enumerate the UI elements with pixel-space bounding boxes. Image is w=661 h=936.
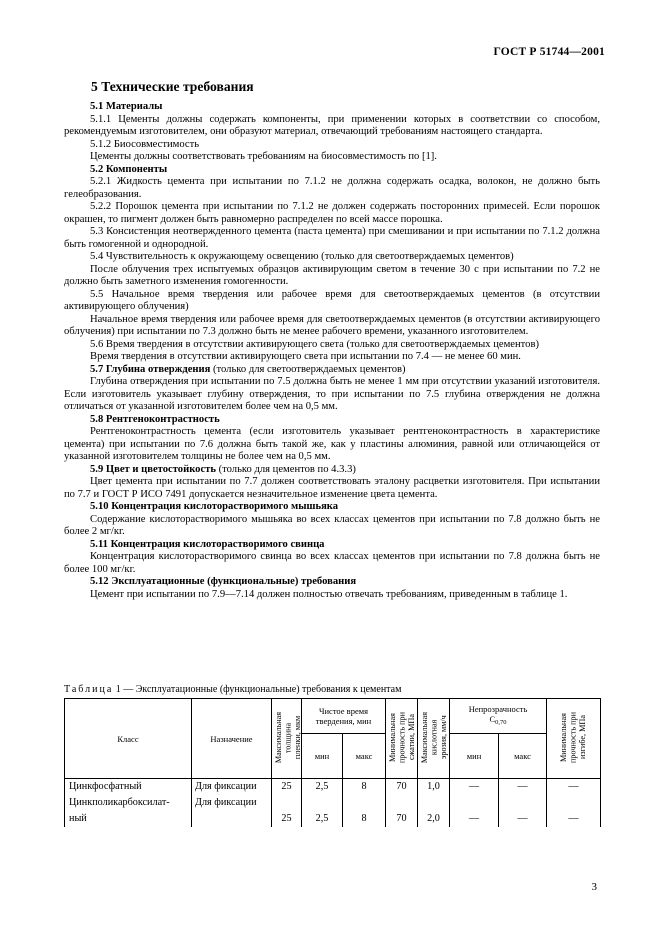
header-opacity-min: мин [450, 734, 499, 779]
cell-opacity-min: — [450, 811, 499, 827]
header-class: Класс [65, 699, 192, 779]
cell-compressive: 70 [386, 779, 418, 796]
cell-thickness: 25 [272, 811, 302, 827]
cell-erosion: 1,0 [418, 779, 450, 796]
paragraph: Цемент при испытании по 7.9—7.14 должен полностью отвечать требованиям, приведенным в таблице 1. [90, 588, 568, 600]
subsection-heading: 5.11 Концентрация кислоторастворимого свинца [90, 538, 325, 550]
cell-erosion: 2,0 [418, 811, 450, 827]
cell-opacity-min: — [450, 779, 499, 796]
cell-time-max: 8 [343, 811, 386, 827]
cell-purpose: Для фиксации [192, 779, 272, 796]
header-opacity: Непрозрачность $C_{0,70}$ [450, 699, 547, 734]
header-time-max: макс [343, 734, 386, 779]
cell-time-min: 2,5 [302, 779, 343, 796]
header-time-min: мин [302, 734, 343, 779]
paragraph: Цвет цемента при испытании по 7.7 должен соответствовать эталону расцветки изготовителя. При испытании по 7.7 и ГОСТ Р ИСО 7491 допускается незначительное изменение цвета цемента. [64, 476, 600, 500]
subsection-heading: 5.7 Глубина отверждения (только для светоотверждаемых цементов) [90, 363, 406, 375]
cell-compressive: 70 [386, 811, 418, 827]
cell-class: Цинкфосфатный [65, 779, 192, 796]
paragraph: Рентгеноконтрастность цемента (если изготовитель указывает рентгеноконтрастность в характеристике цемента) при испытании по 7.6 должна быть такой же, как у пластины алюминия, равной или отличающейся от указанной изготовителем толщины не более чем на 0,5 мм. [64, 426, 600, 462]
paragraph: 5.6 Время твердения в отсутствии активирующего света (только для светоотверждаемых цементов) [90, 338, 539, 350]
header-flexural: Минимальная прочность при изгибе, МПа [547, 699, 601, 779]
table-row [65, 811, 601, 827]
paragraph: Время твердения в отсутствии активирующего света при испытании по 7.4 — не менее 60 мин. [90, 351, 521, 362]
subsection-heading: 5.1 Материалы [90, 101, 163, 112]
subsection-heading: 5.9 Цвет и цветостойкость (только для цементов по 4.3.3) [90, 463, 356, 475]
cell-thickness: 25 [272, 779, 302, 796]
subsection-heading: 5.8 Рентгеноконтрастность [90, 413, 220, 425]
paragraph: 5.1.1 Цементы должны содержать компоненты, при применении которых в соответствии со способом, рекомендуемым изготовителем, они образуют материал, отвечающий требованиям настоящего стандарта. [64, 113, 600, 137]
header-thickness: Максимальная толщина пленки, мкм [272, 699, 302, 779]
table-row [65, 795, 601, 811]
section-title: 5 Технические требования [91, 79, 254, 94]
cell-time-min: 2,5 [302, 811, 343, 827]
header-setting-time: Чистое время твердения, мин [302, 699, 386, 734]
cell-class-cont: ный [65, 811, 192, 827]
paragraph: Цементы должны соответствовать требованиям на биосовместимость по [1]. [90, 151, 437, 162]
paragraph: 5.1.2 Биосовместимость [90, 138, 200, 150]
cell-opacity-max: — [499, 779, 547, 796]
cell-opacity-max: — [499, 811, 547, 827]
cell-flexural: — [547, 779, 601, 796]
header-compressive: Минимальная прочность при сжатии, МПа [386, 699, 418, 779]
cell-flexural: — [547, 811, 601, 827]
table-caption: Таблица 1 — Эксплуатационные (функциональные) требования к цементам [64, 684, 402, 695]
subsection-heading: 5.10 Концентрация кислоторастворимого мышьяка [90, 501, 339, 512]
paragraph: После облучения трех испытуемых образцов активирующим светом в течение 30 с при испытании по 7.2 не должно быть заметного изменения гомогенности. [64, 263, 600, 287]
paragraph: 5.3 Консистенция неотвержденного цемента (паста цемента) при смешивании и при испытании по 7.1.2 должна быть гомогенной и однородной. [64, 226, 600, 250]
cell-class: Цинкполикарбоксилат- [65, 795, 192, 811]
header-erosion: Максимальная кислотная эрозия, мм/ч [418, 699, 450, 779]
subsection-heading: 5.2 Компоненты [90, 163, 168, 175]
document-body [64, 101, 600, 601]
paragraph: Концентрация кислоторастворимого свинца во всех классах цементов при испытании по 7.8 должна быть не более 100 мг/кг. [64, 551, 600, 575]
header-purpose: Назначение [192, 699, 272, 779]
paragraph: Содержание кислоторастворимого мышьяка во всех классах цементов при испытании по 7.8 должно быть не более 2 мг/кг. [64, 513, 600, 537]
cell-purpose: Для фиксации [192, 795, 272, 811]
paragraph: Начальное время твердения или рабочее время для светоотверждаемых цементов (в отсутствии активирующего облучения) при испытании по 7.3 должно быть не менее рабочего времени, указанного изготовителем. [64, 313, 600, 337]
paragraph: 5.2.1 Жидкость цемента при испытании по 7.1.2 не должна содержать осадка, волокон, не должно быть гелеобразования. [64, 176, 600, 200]
paragraph: 5.5 Начальное время твердения или рабочее время для светоотверждаемых цементов (в отсутствии активирующего облучения) [64, 288, 600, 312]
paragraph: 5.4 Чувствительность к окружающему освещению (только для светоотверждаемых цементов) [90, 251, 514, 262]
page-number: 3 [591, 881, 597, 893]
header-opacity-max: макс [499, 734, 547, 779]
paragraph: 5.2.2 Порошок цемента при испытании по 7.1.2 не должен содержать посторонних примесей. Если порошок окрашен, то пигмент должен быть равномерно распределен по всей массе порошка. [64, 201, 600, 225]
table-row [65, 779, 601, 796]
requirements-table [64, 698, 601, 827]
paragraph: Глубина отверждения при испытании по 7.5 должна быть не менее 1 мм при отсутствии указаний изготовителя. Если изготовитель указывает глубину отверждения, то при испытании по 7.5 глубина отверждения не должна отличаться от указанной изготовителем более чем на 0,5 мм. [64, 376, 600, 412]
cell-time-max: 8 [343, 779, 386, 796]
subsection-heading: 5.12 Эксплуатационные (функциональные) требования [90, 576, 357, 587]
document-header: ГОСТ Р 51744—2001 [493, 46, 605, 58]
